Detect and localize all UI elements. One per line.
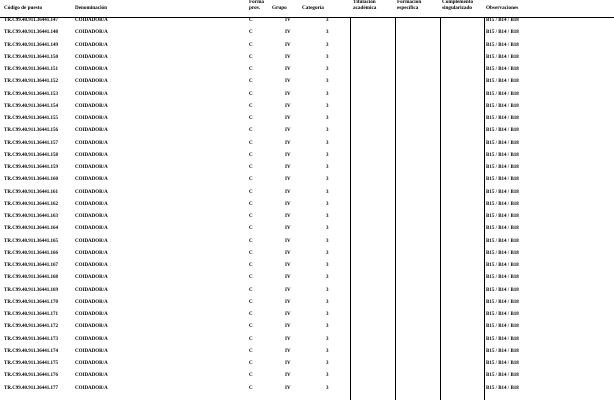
- cell-denominacion: COIDADOR/A: [75, 152, 108, 158]
- cell-codigo: TR.C99.40.911.36441.165: [4, 238, 59, 244]
- cell-categoria: 3: [326, 42, 329, 48]
- cell-grupo: IV: [285, 140, 291, 146]
- cell-grupo: IV: [285, 263, 291, 268]
- cell-observaciones: B15 / B14 / B18: [486, 91, 519, 97]
- cell-observaciones: B15 / B14 / B18: [486, 373, 519, 379]
- cell-denominacion: COIDADOR/A: [75, 177, 108, 183]
- cell-forma: C: [249, 287, 253, 293]
- table-row: [0, 79, 614, 91]
- header-complemento-line1: Complemento: [442, 0, 474, 5]
- table-row: [0, 67, 614, 79]
- cell-codigo: TR.C99.40.911.36441.150: [4, 54, 59, 60]
- cell-categoria: 3: [326, 299, 329, 305]
- cell-denominacion: COIDADOR/A: [75, 103, 108, 109]
- cell-grupo: IV: [285, 152, 291, 158]
- cell-grupo: IV: [285, 275, 291, 281]
- cell-grupo: IV: [285, 250, 291, 256]
- cell-codigo: TR.C99.40.911.36441.154: [4, 103, 59, 109]
- table-row: [0, 30, 614, 42]
- table-row: [0, 177, 614, 189]
- cell-categoria: 3: [326, 336, 329, 342]
- cell-forma: C: [249, 275, 253, 281]
- cell-observaciones: B15 / B14 / B18: [486, 287, 519, 293]
- cell-grupo: IV: [285, 348, 291, 354]
- cell-codigo: TR.C99.40.911.36441.158: [4, 152, 59, 158]
- cell-categoria: 3: [326, 79, 329, 85]
- table-row: [0, 165, 614, 177]
- cell-grupo: IV: [285, 324, 291, 330]
- cell-grupo: IV: [285, 373, 291, 379]
- cell-observaciones: B15 / B14 / B18: [486, 177, 519, 183]
- table-row: [0, 43, 614, 55]
- cell-denominacion: COIDADOR/A: [75, 67, 108, 72]
- cell-observaciones: B15 / B14 / B18: [486, 165, 519, 170]
- cell-codigo: TR.C99.40.911.36441.164: [4, 226, 59, 232]
- cell-denominacion: COIDADOR/A: [75, 18, 108, 23]
- cell-observaciones: B15 / B14 / B18: [486, 312, 519, 317]
- cell-categoria: 3: [326, 287, 329, 293]
- cell-denominacion: COIDADOR/A: [75, 189, 108, 195]
- cell-observaciones: B15 / B14 / B18: [486, 152, 519, 158]
- cell-forma: C: [249, 18, 253, 23]
- cell-grupo: IV: [285, 336, 291, 342]
- cell-categoria: 3: [326, 226, 329, 232]
- cell-observaciones: B15 / B14 / B18: [486, 263, 519, 268]
- cell-categoria: 3: [326, 348, 329, 354]
- cell-codigo: TR.C99.40.911.36441.149: [4, 42, 59, 48]
- table-row: [0, 116, 614, 128]
- cell-forma: C: [249, 214, 253, 219]
- cell-denominacion: COIDADOR/A: [75, 79, 108, 85]
- table-row: [0, 214, 614, 226]
- cell-forma: C: [249, 54, 253, 60]
- cell-codigo: TR.C99.40.911.36441.151: [4, 67, 59, 72]
- cell-grupo: IV: [285, 30, 291, 36]
- cell-codigo: TR.C99.40.911.36441.176: [4, 373, 59, 379]
- cell-grupo: IV: [285, 128, 291, 134]
- cell-forma: C: [249, 79, 253, 85]
- cell-categoria: 3: [326, 214, 329, 219]
- cell-observaciones: B15 / B14 / B18: [486, 140, 519, 146]
- table-row: [0, 300, 614, 312]
- cell-denominacion: COIDADOR/A: [75, 299, 108, 305]
- header-codigo: Código de puesto: [4, 5, 43, 11]
- cell-observaciones: B15 / B14 / B18: [486, 42, 519, 48]
- cell-codigo: TR.C99.40.911.36441.168: [4, 275, 59, 281]
- cell-observaciones: B15 / B14 / B18: [486, 201, 519, 207]
- table-row: [0, 202, 614, 214]
- cell-categoria: 3: [326, 54, 329, 60]
- cell-codigo: TR.C99.40.911.36441.171: [4, 312, 59, 317]
- cell-denominacion: COIDADOR/A: [75, 263, 108, 268]
- cell-categoria: 3: [326, 116, 329, 121]
- cell-observaciones: B15 / B14 / B18: [486, 18, 519, 23]
- cell-denominacion: COIDADOR/A: [75, 30, 108, 36]
- cell-observaciones: B15 / B14 / B18: [486, 103, 519, 109]
- cell-observaciones: B15 / B14 / B18: [486, 116, 519, 121]
- cell-forma: C: [249, 385, 253, 391]
- cell-grupo: IV: [285, 116, 291, 121]
- table-header: [0, 0, 614, 18]
- cell-codigo: TR.C99.40.911.36441.175: [4, 361, 59, 366]
- cell-forma: C: [249, 250, 253, 256]
- cell-categoria: 3: [326, 373, 329, 379]
- cell-categoria: 3: [326, 177, 329, 183]
- cell-observaciones: B15 / B14 / B18: [486, 324, 519, 330]
- cell-observaciones: B15 / B14 / B18: [486, 214, 519, 219]
- table-row: [0, 239, 614, 251]
- cell-forma: C: [249, 91, 253, 97]
- cell-grupo: IV: [285, 385, 291, 391]
- cell-grupo: IV: [285, 165, 291, 170]
- cell-denominacion: COIDADOR/A: [75, 116, 108, 121]
- cell-forma: C: [249, 189, 253, 195]
- header-denominacion: Denominación: [75, 5, 107, 11]
- cell-forma: C: [249, 299, 253, 305]
- cell-denominacion: COIDADOR/A: [75, 165, 108, 170]
- cell-denominacion: COIDADOR/A: [75, 42, 108, 48]
- table-row: [0, 141, 614, 153]
- header-grupo: Grupo: [272, 5, 287, 11]
- cell-grupo: IV: [285, 214, 291, 219]
- cell-forma: C: [249, 152, 253, 158]
- cell-forma: C: [249, 128, 253, 134]
- header-forma-line1: Forma: [249, 0, 264, 5]
- cell-observaciones: B15 / B14 / B18: [486, 79, 519, 85]
- table-row: [0, 153, 614, 165]
- cell-denominacion: COIDADOR/A: [75, 214, 108, 219]
- cell-denominacion: COIDADOR/A: [75, 201, 108, 207]
- table-row: [0, 386, 614, 398]
- cell-denominacion: COIDADOR/A: [75, 324, 108, 330]
- cell-codigo: TR.C99.40.911.36441.147: [4, 18, 59, 23]
- table-row: [0, 324, 614, 336]
- cell-denominacion: COIDADOR/A: [75, 226, 108, 232]
- cell-observaciones: B15 / B14 / B18: [486, 226, 519, 232]
- cell-grupo: IV: [285, 287, 291, 293]
- cell-forma: C: [249, 348, 253, 354]
- table-row: [0, 263, 614, 275]
- cell-forma: C: [249, 324, 253, 330]
- cell-forma: C: [249, 373, 253, 379]
- cell-denominacion: COIDADOR/A: [75, 361, 108, 366]
- cell-categoria: 3: [326, 385, 329, 391]
- table-row: [0, 251, 614, 263]
- cell-forma: C: [249, 177, 253, 183]
- cell-observaciones: B15 / B14 / B18: [486, 238, 519, 244]
- cell-categoria: 3: [326, 324, 329, 330]
- cell-observaciones: B15 / B14 / B18: [486, 128, 519, 134]
- table-row: [0, 55, 614, 67]
- cell-denominacion: COIDADOR/A: [75, 140, 108, 146]
- cell-codigo: TR.C99.40.911.36441.173: [4, 336, 59, 342]
- cell-grupo: IV: [285, 18, 291, 23]
- cell-codigo: TR.C99.40.911.36441.157: [4, 140, 59, 146]
- cell-denominacion: COIDADOR/A: [75, 312, 108, 317]
- cell-forma: C: [249, 30, 253, 36]
- cell-observaciones: B15 / B14 / B18: [486, 54, 519, 60]
- cell-observaciones: B15 / B14 / B18: [486, 361, 519, 366]
- cell-observaciones: B15 / B14 / B18: [486, 336, 519, 342]
- cell-categoria: 3: [326, 67, 329, 72]
- cell-grupo: IV: [285, 67, 291, 72]
- cell-denominacion: COIDADOR/A: [75, 385, 108, 391]
- cell-categoria: 3: [326, 140, 329, 146]
- cell-forma: C: [249, 361, 253, 366]
- cell-grupo: IV: [285, 79, 291, 85]
- cell-categoria: 3: [326, 165, 329, 170]
- cell-observaciones: B15 / B14 / B18: [486, 348, 519, 354]
- header-forma-line2: prov.: [249, 5, 261, 11]
- cell-observaciones: B15 / B14 / B18: [486, 385, 519, 391]
- cell-forma: C: [249, 67, 253, 72]
- cell-categoria: 3: [326, 250, 329, 256]
- cell-forma: C: [249, 103, 253, 109]
- table-row: [0, 373, 614, 385]
- cell-forma: C: [249, 238, 253, 244]
- cell-forma: C: [249, 226, 253, 232]
- cell-codigo: TR.C99.40.911.36441.174: [4, 348, 59, 354]
- header-complemento-line2: singularizado: [442, 5, 472, 11]
- cell-grupo: IV: [285, 103, 291, 109]
- table-row: [0, 104, 614, 116]
- cell-codigo: TR.C99.40.911.36441.152: [4, 79, 59, 85]
- cell-categoria: 3: [326, 30, 329, 36]
- cell-denominacion: COIDADOR/A: [75, 373, 108, 379]
- cell-codigo: TR.C99.40.911.36441.167: [4, 263, 59, 268]
- table-row: [0, 92, 614, 104]
- cell-grupo: IV: [285, 226, 291, 232]
- cell-forma: C: [249, 42, 253, 48]
- cell-observaciones: B15 / B14 / B18: [486, 275, 519, 281]
- cell-codigo: TR.C99.40.911.36441.161: [4, 189, 59, 195]
- cell-denominacion: COIDADOR/A: [75, 128, 108, 134]
- cell-forma: C: [249, 201, 253, 207]
- cell-grupo: IV: [285, 361, 291, 366]
- cell-grupo: IV: [285, 299, 291, 305]
- cell-codigo: TR.C99.40.911.36441.169: [4, 287, 59, 293]
- cell-grupo: IV: [285, 201, 291, 207]
- cell-forma: C: [249, 336, 253, 342]
- cell-observaciones: B15 / B14 / B18: [486, 250, 519, 256]
- cell-forma: C: [249, 140, 253, 146]
- cell-categoria: 3: [326, 275, 329, 281]
- cell-denominacion: COIDADOR/A: [75, 348, 108, 354]
- cell-forma: C: [249, 165, 253, 170]
- cell-denominacion: COIDADOR/A: [75, 275, 108, 281]
- cell-denominacion: COIDADOR/A: [75, 336, 108, 342]
- cell-denominacion: COIDADOR/A: [75, 91, 108, 97]
- header-observaciones: Observaciones: [486, 5, 519, 11]
- cell-observaciones: B15 / B14 / B18: [486, 30, 519, 36]
- cell-codigo: TR.C99.40.911.36441.162: [4, 201, 59, 207]
- cell-denominacion: COIDADOR/A: [75, 54, 108, 60]
- cell-grupo: IV: [285, 238, 291, 244]
- cell-codigo: TR.C99.40.911.36441.170: [4, 299, 59, 305]
- table-row: [0, 312, 614, 324]
- cell-categoria: 3: [326, 91, 329, 97]
- table-row: [0, 190, 614, 202]
- table-row: [0, 361, 614, 373]
- cell-codigo: TR.C99.40.911.36441.155: [4, 116, 59, 121]
- header-titulacion-line2: académica: [353, 5, 377, 11]
- cell-categoria: 3: [326, 312, 329, 317]
- cell-codigo: TR.C99.40.911.36441.148: [4, 30, 59, 36]
- cell-codigo: TR.C99.40.911.36441.153: [4, 91, 59, 97]
- cell-grupo: IV: [285, 54, 291, 60]
- cell-grupo: IV: [285, 312, 291, 317]
- table-row: [0, 337, 614, 349]
- cell-forma: C: [249, 116, 253, 121]
- cell-codigo: TR.C99.40.911.36441.172: [4, 324, 59, 330]
- cell-categoria: 3: [326, 189, 329, 195]
- cell-grupo: IV: [285, 91, 291, 97]
- table-row: [0, 18, 614, 30]
- cell-categoria: 3: [326, 18, 329, 23]
- cell-categoria: 3: [326, 238, 329, 244]
- cell-codigo: TR.C99.40.911.36441.160: [4, 177, 59, 183]
- table-row: [0, 275, 614, 287]
- cell-forma: C: [249, 312, 253, 317]
- cell-categoria: 3: [326, 128, 329, 134]
- header-formacion-line1: Formación: [397, 0, 422, 5]
- cell-codigo: TR.C99.40.911.36441.159: [4, 165, 59, 170]
- table-row: [0, 349, 614, 361]
- cell-denominacion: COIDADOR/A: [75, 238, 108, 244]
- cell-grupo: IV: [285, 177, 291, 183]
- cell-categoria: 3: [326, 152, 329, 158]
- cell-codigo: TR.C99.40.911.36441.177: [4, 385, 59, 391]
- cell-categoria: 3: [326, 263, 329, 268]
- cell-observaciones: B15 / B14 / B18: [486, 67, 519, 72]
- header-titulacion-line1: Titulación: [353, 0, 376, 5]
- cell-grupo: IV: [285, 189, 291, 195]
- header-formacion-line2: específica: [397, 5, 419, 11]
- cell-denominacion: COIDADOR/A: [75, 287, 108, 293]
- cell-categoria: 3: [326, 103, 329, 109]
- table-row: [0, 288, 614, 300]
- header-categoria: Categoría: [302, 5, 324, 11]
- cell-grupo: IV: [285, 42, 291, 48]
- cell-codigo: TR.C99.40.911.36441.156: [4, 128, 59, 134]
- cell-categoria: 3: [326, 361, 329, 366]
- cell-codigo: TR.C99.40.911.36441.166: [4, 250, 59, 256]
- cell-categoria: 3: [326, 201, 329, 207]
- cell-observaciones: B15 / B14 / B18: [486, 299, 519, 305]
- cell-denominacion: COIDADOR/A: [75, 250, 108, 256]
- cell-forma: C: [249, 263, 253, 268]
- table-row: [0, 226, 614, 238]
- cell-observaciones: B15 / B14 / B18: [486, 189, 519, 195]
- table-row: [0, 128, 614, 140]
- cell-codigo: TR.C99.40.911.36441.163: [4, 214, 59, 219]
